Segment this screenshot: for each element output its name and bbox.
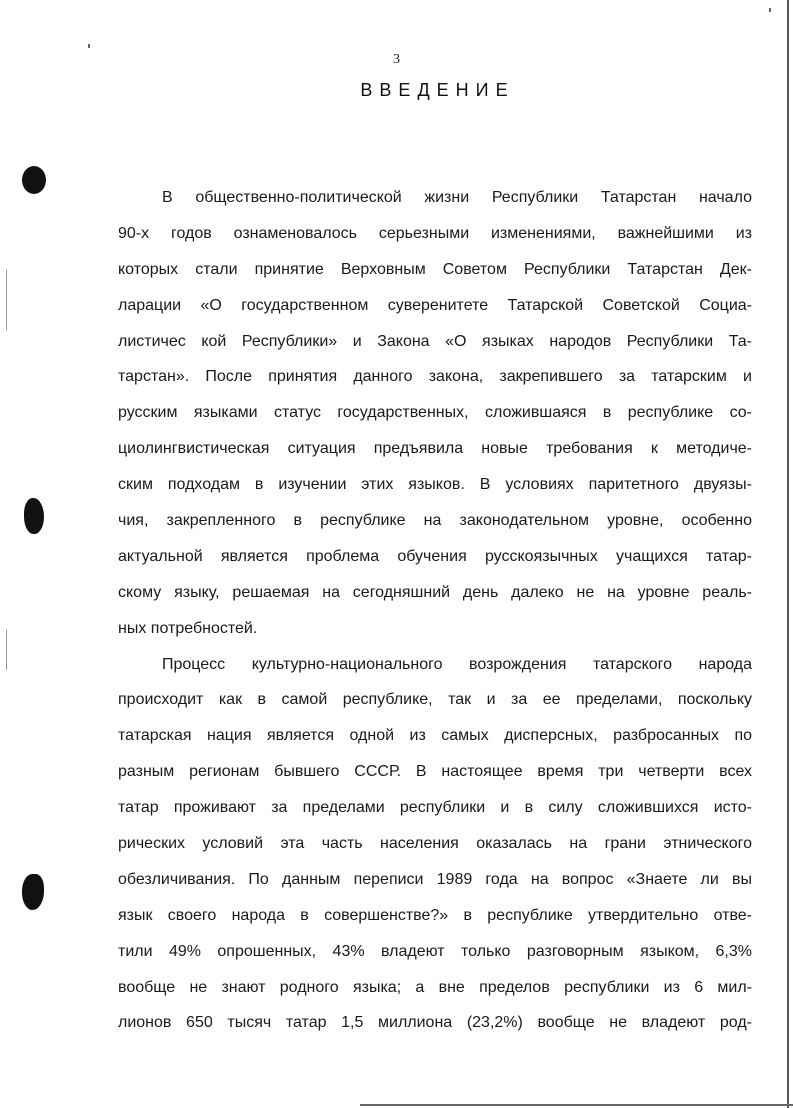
page-number: 3 <box>393 52 400 67</box>
scan-edge-mark <box>6 630 7 670</box>
text-line: Процесс культурно-национального возрождения татарского народа <box>162 655 752 673</box>
scan-border-right <box>787 0 789 1108</box>
punch-hole-mark <box>24 498 44 534</box>
punch-hole-mark <box>22 874 44 910</box>
text-line: лионов 650 тысяч татар 1,5 миллиона (23,2%) вообще не владеют род- <box>118 1014 752 1032</box>
text-line: татар проживают за пределами республики и в силу сложившихся исто- <box>118 799 752 817</box>
text-line: вообще не знают родного языка; а вне пределов республики из 6 мил- <box>118 978 752 996</box>
scan-border-bottom <box>360 1104 793 1106</box>
text-line: 90-х годов ознаменовалось серьезными изменениями, важнейшими из <box>118 224 752 242</box>
text-line: ных потребностей. <box>118 619 258 637</box>
scan-edge-mark <box>6 270 7 330</box>
text-line: разным регионам бывшего СССР. В настоящее время три четверти всех <box>118 763 752 781</box>
text-line: язык своего народа в совершенстве?» в республике утвердительно отве- <box>118 906 752 924</box>
text-line: В общественно-политической жизни Республики Татарстан начало <box>162 189 752 206</box>
text-line: актуальной является проблема обучения русскоязычных учащихся татар- <box>118 547 752 565</box>
text-line: русским языками статус государственных, сложившаяся в республике со- <box>118 404 752 422</box>
body-text <box>118 182 752 1043</box>
text-line: ларации «О государственном суверенитете Татарской Советской Социа- <box>118 296 752 314</box>
text-line: тарстан». После принятия данного закона, закрепившего за татарским и <box>118 368 752 386</box>
scan-speck <box>88 44 90 48</box>
text-line: которых стали принятие Верховным Советом Республики Татарстан Дек- <box>118 260 752 278</box>
text-line: листичес кой Республики» и Закона «О языках народов Республики Та- <box>118 332 752 350</box>
text-line: рических условий эта часть населения оказалась на грани этнического <box>118 835 752 853</box>
text-line: тили 49% опрошенных, 43% владеют только разговорным языком, 6,3% <box>118 942 752 960</box>
text-line: циолингвистическая ситуация предъявила новые требования к методиче- <box>118 440 752 458</box>
text-line: чия, закрепленного в республике на законодательном уровне, особенно <box>118 512 752 530</box>
text-line: татарская нация является одной из самых дисперсных, разбросанных по <box>118 727 752 745</box>
scan-speck <box>769 8 771 12</box>
punch-hole-mark <box>22 166 46 194</box>
text-line: скому языку, решаемая на сегодняшний день далеко не на уровне реаль- <box>118 583 752 601</box>
text-line: обезличивания. По данным переписи 1989 года на вопрос «Знаете ли вы <box>118 870 752 888</box>
page-title: ВВЕДЕНИЕ <box>360 80 515 100</box>
text-line: ским подходам в изучении этих языков. В условиях паритетного двуязы- <box>118 476 752 494</box>
text-line: происходит как в самой республике, так и за ее пределами, поскольку <box>118 691 752 709</box>
